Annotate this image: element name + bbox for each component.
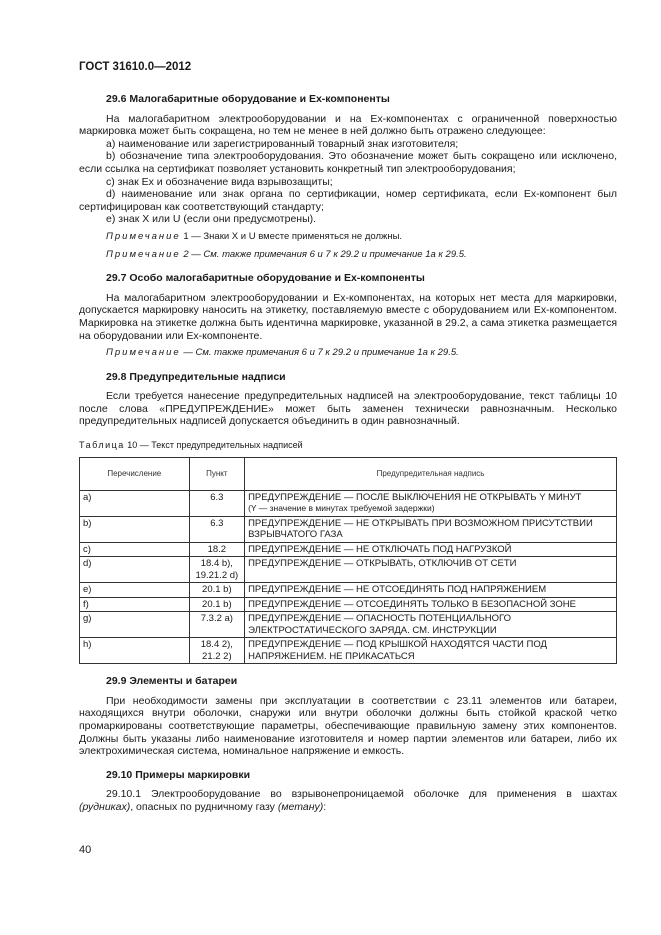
row-warning bbox=[245, 490, 617, 516]
table-row bbox=[80, 612, 617, 638]
paragraph-text: : bbox=[323, 800, 327, 813]
warning-subtext: (Y — значение в минутах требуемой задержки) bbox=[248, 503, 435, 514]
paragraph-text: 29.10.1 Электрооборудование во взрывонепроницаемой оболочке для применения в шахтах bbox=[106, 788, 617, 801]
row-warning: ПРЕДУПРЕЖДЕНИЕ — ПОД КРЫШКОЙ НАХОДЯТСЯ ЧАСТИ ПОД НАПРЯЖЕНИЕМ. НЕ ПРИКАСАТЬСЯ bbox=[245, 638, 617, 664]
note-2 bbox=[79, 249, 617, 262]
row-clause: 18.2 bbox=[189, 542, 245, 557]
list-item: b) обозначение типа электрооборудования. Это обозначение может быть сокращено или исключено, если ссылка на сертификат позволяет установить конкретный тип электрооборудования; bbox=[79, 150, 617, 175]
row-clause: 20.1 b) bbox=[189, 583, 245, 598]
table-caption-label: Таблица bbox=[79, 440, 125, 451]
table-caption bbox=[79, 439, 617, 452]
note-text: — См. также примечания 6 и 7 к 29.2 и примечание 1а к 29.5. bbox=[180, 347, 459, 359]
note-label: Примечание bbox=[106, 248, 181, 260]
table-row bbox=[80, 516, 617, 542]
row-warning: ПРЕДУПРЕЖДЕНИЕ — НЕ ОТКЛЮЧАТЬ ПОД НАГРУЗКОЙ bbox=[245, 542, 617, 557]
note bbox=[79, 347, 617, 360]
column-header-item: Перечисление bbox=[80, 457, 190, 490]
warning-text: ПРЕДУПРЕЖДЕНИЕ — ПОСЛЕ ВЫКЛЮЧЕНИЯ НЕ ОТКРЫВАТЬ Y МИНУТ bbox=[248, 491, 582, 503]
list-item: а) наименование или зарегистрированный товарный знак изготовителя; bbox=[106, 137, 459, 150]
document-code: ГОСТ 31610.0—2012 bbox=[79, 61, 192, 73]
note-text: 2 — См. также примечания 6 и 7 к 29.2 и примечание 1а к 29.5. bbox=[180, 248, 467, 260]
row-item: b) bbox=[80, 516, 190, 542]
paragraph-text: , опасных по рудничному газу bbox=[130, 800, 278, 813]
table-row bbox=[80, 557, 617, 583]
section-29-9-paragraph: При необходимости замены при эксплуатации в соответствии с 23.11 элементов или батареи, находящихся внутри оболочки, снаружи или внутри оболочки должны быть стойкой краской четко промаркированы соответствующие параметры, обеспечивающие правильную замену этих компонентов. Должны быть указаны либо наименование изготовителя и номер партии элементов или батареи, либо их электрохимическая система, номинальное напряжение и емкость. bbox=[79, 694, 617, 758]
row-warning: ПРЕДУПРЕЖДЕНИЕ — ОТКРЫВАТЬ, ОТКЛЮЧИВ ОТ СЕТИ bbox=[245, 557, 617, 583]
row-clause: 6.3 bbox=[189, 516, 245, 542]
section-29-10-heading: 29.10 Примеры маркировки bbox=[106, 768, 251, 781]
paragraph-italic: (метану) bbox=[277, 800, 324, 813]
list-item: d) наименование или знак органа по сертификации, номер сертификата, если Ех-компонент был сертифицирован как соответствующий стандарту; bbox=[79, 188, 617, 213]
row-item: h) bbox=[80, 638, 190, 664]
row-item: d) bbox=[80, 557, 190, 583]
section-29-10-1-paragraph bbox=[79, 788, 617, 813]
section-29-9-heading: 29.9 Элементы и батареи bbox=[106, 675, 238, 688]
table-row bbox=[80, 597, 617, 612]
section-29-8-paragraph: Если требуется нанесение предупредительных надписей на электрооборудование, текст таблицы 10 после слова «ПРЕДУПРЕЖДЕНИЕ» может быть заменен технически равнозначным. Несколько предупредительных надписей допускается объединить в один равнозначный. bbox=[79, 390, 617, 428]
table-caption-text: 10 — Текст предупредительных надписей bbox=[124, 440, 303, 451]
column-header-clause: Пункт bbox=[189, 457, 245, 490]
row-item: g) bbox=[80, 612, 190, 638]
section-29-6-heading: 29.6 Малогабаритные оборудование и Ех-компоненты bbox=[106, 93, 390, 105]
row-clause: 20.1 b) bbox=[189, 597, 245, 612]
section-29-6-paragraph: На малогабаритном электрооборудовании и на Ех-компонентах с ограниченной поверхностью маркировка может быть сокращена, но тем не менее в ней должно быть отражено следующее: bbox=[79, 112, 617, 138]
row-warning: ПРЕДУПРЕЖДЕНИЕ — НЕ ОТСОЕДИНЯТЬ ПОД НАПРЯЖЕНИЕМ bbox=[245, 583, 617, 598]
list-item: е) знак X или U (если они предусмотрены). bbox=[106, 213, 317, 226]
row-item: c) bbox=[80, 542, 190, 557]
table-row bbox=[80, 542, 617, 557]
list-item: с) знак Ех и обозначение вида взрывозащиты; bbox=[106, 175, 333, 188]
note-text: 1 — Знаки X и U вместе применяться не должны. bbox=[180, 230, 403, 242]
table-row bbox=[80, 490, 617, 516]
page-content bbox=[79, 93, 617, 814]
row-clause: 6.3 bbox=[189, 490, 245, 516]
note-label: Примечание bbox=[106, 230, 181, 242]
row-warning: ПРЕДУПРЕЖДЕНИЕ — ОТСОЕДИНЯТЬ ТОЛЬКО В БЕЗОПАСНОЙ ЗОНЕ bbox=[245, 597, 617, 612]
warnings-table bbox=[79, 457, 617, 665]
section-29-7-heading: 29.7 Особо малогабаритные оборудование и Ех-компоненты bbox=[106, 272, 425, 285]
row-clause: 18.4 2), 21.2 2) bbox=[189, 638, 245, 664]
table-header-row bbox=[80, 457, 617, 490]
note-label: Примечание bbox=[106, 347, 181, 359]
page-number: 40 bbox=[79, 844, 92, 856]
paragraph-italic: (рудниках) bbox=[79, 800, 131, 813]
row-item: a) bbox=[80, 490, 190, 516]
row-warning: ПРЕДУПРЕЖДЕНИЕ — НЕ ОТКРЫВАТЬ ПРИ ВОЗМОЖНОМ ПРИСУТСТВИИ ВЗРЫВЧАТОГО ГАЗА bbox=[245, 516, 617, 542]
row-clause: 18.4 b), 19.21.2 d) bbox=[189, 557, 245, 583]
note-1 bbox=[79, 231, 617, 244]
row-item: f) bbox=[80, 597, 190, 612]
row-warning: ПРЕДУПРЕЖДЕНИЕ — ОПАСНОСТЬ ПОТЕНЦИАЛЬНОГО ЭЛЕКТРОСТАТИЧЕСКОГО ЗАРЯДА. СМ. ИНСТРУКЦИИ bbox=[245, 612, 617, 638]
table-row bbox=[80, 583, 617, 598]
row-clause: 7.3.2 a) bbox=[189, 612, 245, 638]
table-row bbox=[80, 638, 617, 664]
section-29-8-heading: 29.8 Предупредительные надписи bbox=[106, 370, 286, 383]
column-header-text: Предупредительная надпись bbox=[245, 457, 617, 490]
section-29-7-paragraph: На малогабаритном электрооборудовании и Ех-компонентах, на которых нет места для маркировки, допускается маркировку наносить на этикетку, поставляемую вместе с оборудованием или Ех-компонентом. Маркировка на этикетке должна быть идентична маркировке, указанной в 29.2, а сама этикетка размещается на оборудовании или Ех-компоненте. bbox=[79, 291, 617, 342]
row-item: e) bbox=[80, 583, 190, 598]
